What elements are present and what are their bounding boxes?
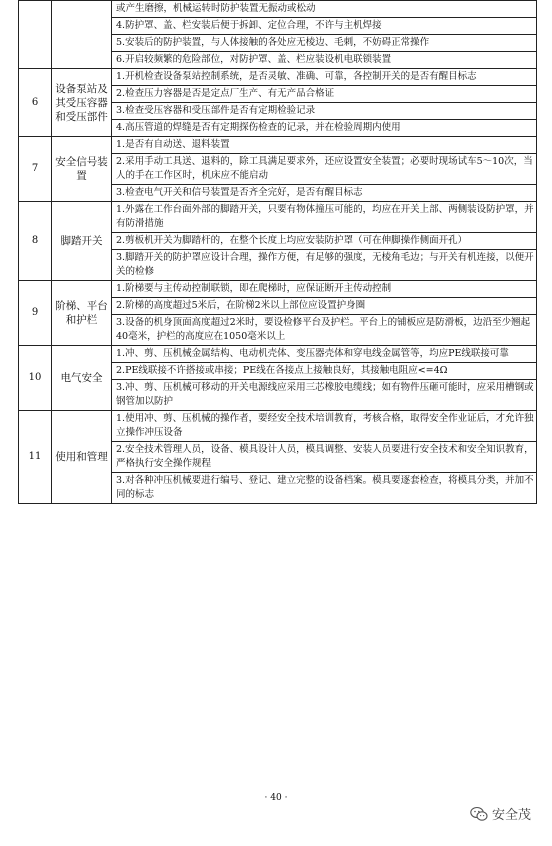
table-row — [19, 137, 537, 154]
row-number: 9 — [19, 281, 52, 346]
inspection-item: 3.检查受压容器和受压部件是否有定期检验记录 — [112, 103, 537, 120]
inspection-category: 脚踏开关 — [52, 202, 112, 281]
inspection-category: 电气安全 — [52, 346, 112, 411]
inspection-table — [18, 0, 537, 504]
inspection-item: 5.安装后的防护装置，与人体接触的各处应无棱边、毛刺，不妨碍正常操作 — [112, 35, 537, 52]
inspection-item: 4.防护罩、盖、栏安装后便于拆卸、定位合理，不许与主机焊接 — [112, 18, 537, 35]
inspection-category: 使用和管理 — [52, 411, 112, 504]
inspection-item: 3.设备的机身顶面高度超过2米时，要设检修平台及护栏。平台上的铺板应是防滑板，边沿至少翘起40毫米，护栏的高度应在1050毫米以上 — [112, 315, 537, 346]
row-number: 10 — [19, 346, 52, 411]
inspection-category: 安全信号装置 — [52, 137, 112, 202]
inspection-item: 4.高压管道的焊缝是否有定期探伤检查的记录，并在检验周期内使用 — [112, 120, 537, 137]
table-row — [19, 281, 537, 298]
inspection-item: 或产生磨擦，机械运转时防护装置无振动或松动 — [112, 1, 537, 18]
row-number: 11 — [19, 411, 52, 504]
inspection-item: 3.冲、剪、压机械可移动的开关电源线应采用三芯橡胶电缆线；如有物件压砸可能时，应采用槽钢或钢管加以防护 — [112, 380, 537, 411]
inspection-item: 6.开启较频繁的危险部位，对防护罩、盖、栏应装设机电联锁装置 — [112, 52, 537, 69]
wechat-icon — [470, 806, 488, 822]
inspection-category — [52, 1, 112, 69]
inspection-item: 1.阶梯要与主传动控制联锁，即在爬梯时，应保证断开主传动控制 — [112, 281, 537, 298]
table-row — [19, 411, 537, 442]
inspection-item: 1.是否有自动送、退料装置 — [112, 137, 537, 154]
watermark — [470, 804, 531, 823]
inspection-item: 1.冲、剪、压机械金属结构、电动机壳体、变压器壳体和穿电线金属管等，均应PE线联接可靠 — [112, 346, 537, 363]
table-row — [19, 1, 537, 18]
inspection-category: 设备泵站及其受压容器和受压部件 — [52, 69, 112, 137]
inspection-item: 3.对各种冲压机械要进行编号、登记、建立完整的设备档案。模具要逐套检查，将模具分类，并加不同的标志 — [112, 473, 537, 504]
inspection-item: 2.PE线联接不许搭接或串接；PE线在各接点上接触良好，其接触电阻应<=4Ω — [112, 363, 537, 380]
inspection-category: 阶梯、平台和护栏 — [52, 281, 112, 346]
inspection-item: 2.剪板机开关为脚踏杆的，在整个长度上均应安装防护罩（可在伸脚操作侧面开孔） — [112, 233, 537, 250]
row-number: 7 — [19, 137, 52, 202]
inspection-item: 1.外露在工作台面外部的脚踏开关，只要有物体撞压可能的，均应在开关上部、两侧装设防护罩，并有防滑措施 — [112, 202, 537, 233]
inspection-item: 2.阶梯的高度超过5米后，在阶梯2米以上部位应设置护身圈 — [112, 298, 537, 315]
inspection-item: 3.脚踏开关的防护罩应设计合理，操作方便，有足够的强度，无棱角毛边；与开关有机连接，以便开关的检修 — [112, 250, 537, 281]
watermark-text: 安全茂 — [492, 808, 532, 823]
row-number: 6 — [19, 69, 52, 137]
row-number — [19, 1, 52, 69]
table-row — [19, 202, 537, 233]
table-row — [19, 69, 537, 86]
inspection-item: 2.安全技术管理人员，设备、模具设计人员，模具调整、安装人员要进行安全技术和安全知识教育，严格执行安全操作规程 — [112, 442, 537, 473]
inspection-item: 3.检查电气开关和信号装置是否齐全完好，是否有醒目标志 — [112, 185, 537, 202]
table-row — [19, 346, 537, 363]
inspection-item: 2.采用手动工具送、退料的，除工具满足要求外，还应设置安全装置；必要时现场试车5～10次，当人的手在工作区时，机床应不能启动 — [112, 154, 537, 185]
inspection-item: 1.开机检查设备泵站控制系统，是否灵敏、准确、可靠，各控制开关的是否有醒目标志 — [112, 69, 537, 86]
inspection-item: 2.检查压力容器是否是定点厂生产、有无产品合格证 — [112, 86, 537, 103]
inspection-item: 1.使用冲、剪、压机械的操作者，要经安全技术培训教育，考核合格，取得安全作业证后，才允许独立操作冲压设备 — [112, 411, 537, 442]
row-number: 8 — [19, 202, 52, 281]
page-number: · 40 · — [264, 793, 288, 803]
